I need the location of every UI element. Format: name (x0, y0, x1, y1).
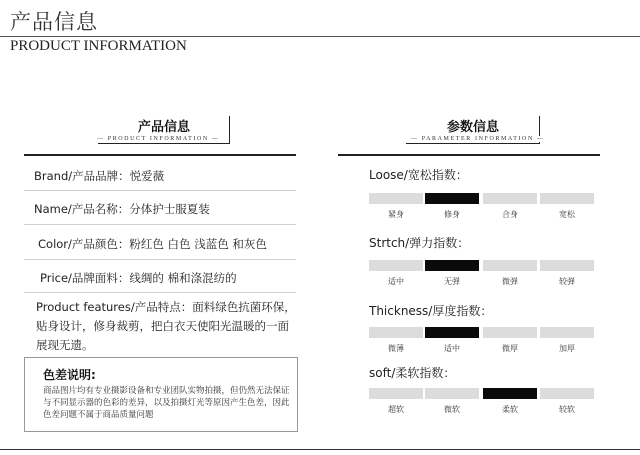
scale-bar (425, 193, 479, 204)
scale-bar (369, 327, 423, 338)
product-info-title: 产品信息 (137, 120, 190, 135)
scale-option-label: 超软 (388, 405, 404, 414)
scale-option-label: 微软 (444, 405, 460, 414)
scale-option-label: 较软 (559, 405, 575, 414)
row-divider (24, 224, 296, 225)
scale-bar (425, 327, 479, 338)
page-title-en: PRODUCT INFORMATION (10, 38, 187, 54)
scale-bar (540, 388, 594, 399)
parameter-info-divider (338, 154, 600, 156)
scale-option-label: 适中 (388, 277, 404, 286)
scale-bar (483, 388, 537, 399)
scale-option-label: 合身 (502, 210, 518, 219)
scale-bar (369, 193, 423, 204)
scale-bar (483, 327, 537, 338)
scale-bar (540, 327, 594, 338)
row-divider (24, 259, 296, 260)
product-info-divider (24, 154, 296, 156)
note-title: 色差说明: (43, 368, 96, 382)
scale-option-label: 微厚 (502, 344, 518, 353)
product-info-subtitle: — PRODUCT INFORMATION — (94, 136, 223, 142)
scale-option-label: 较弹 (559, 277, 575, 286)
scale-bar (540, 260, 594, 271)
row-divider (24, 190, 296, 191)
color-difference-note (24, 357, 298, 432)
scale-bar (483, 260, 537, 271)
scale-option-label: 柔软 (502, 405, 518, 414)
scale-bar (369, 388, 423, 399)
features-text: Product features/产品特点：面料绿色抗菌环保，贴身设计，修身裁剪，把白衣天使阳光温暖的一面展现无遗。 (36, 300, 296, 352)
scale-bar (369, 260, 423, 271)
scale-option-label: 微弹 (502, 277, 518, 286)
stretch-index-label: Strtch/弹力指数： (369, 236, 470, 250)
loose-index-label: Loose/宽松指数： (369, 168, 468, 182)
name-row: Name/产品名称：分体护士服夏装 (34, 202, 210, 216)
scale-bar (483, 193, 537, 204)
scale-option-label: 微薄 (388, 344, 404, 353)
header-divider (0, 36, 640, 37)
scale-option-label: 无弹 (444, 277, 460, 286)
color-row: Color/产品颜色：粉红色 白色 浅蓝色 和灰色 (38, 237, 267, 251)
note-text: 商品图片均有专业摄影设备和专业团队实物拍摄，但仍然无法保证与不同显示器的色彩的差异，以及拍摄灯光等原因产生色差，因此色差问题不属于商品质量问题 (43, 386, 290, 420)
scale-option-label: 适中 (444, 344, 460, 353)
scale-option-label: 紧身 (388, 210, 404, 219)
soft-index-label: soft/柔软指数： (369, 366, 456, 380)
scale-bar (425, 388, 479, 399)
price-row: Price/品牌面料：线绸的 棉和涤混纺的 (40, 271, 237, 285)
scale-option-label: 宽松 (559, 210, 575, 219)
parameter-info-subtitle: — PARAMETER INFORMATION — (408, 136, 548, 142)
thickness-index-label: Thickness/厚度指数： (369, 304, 493, 318)
scale-option-label: 修身 (444, 210, 460, 219)
parameter-info-title: 参数信息 (446, 120, 499, 135)
scale-bar (540, 193, 594, 204)
scale-option-label: 加厚 (559, 344, 575, 353)
brand-row: Brand/产品品牌：悦爱薇 (34, 169, 165, 183)
scale-bar (425, 260, 479, 271)
bottom-divider (0, 449, 640, 450)
row-divider (24, 292, 296, 293)
page-title-cn: 产品信息 (10, 10, 98, 34)
